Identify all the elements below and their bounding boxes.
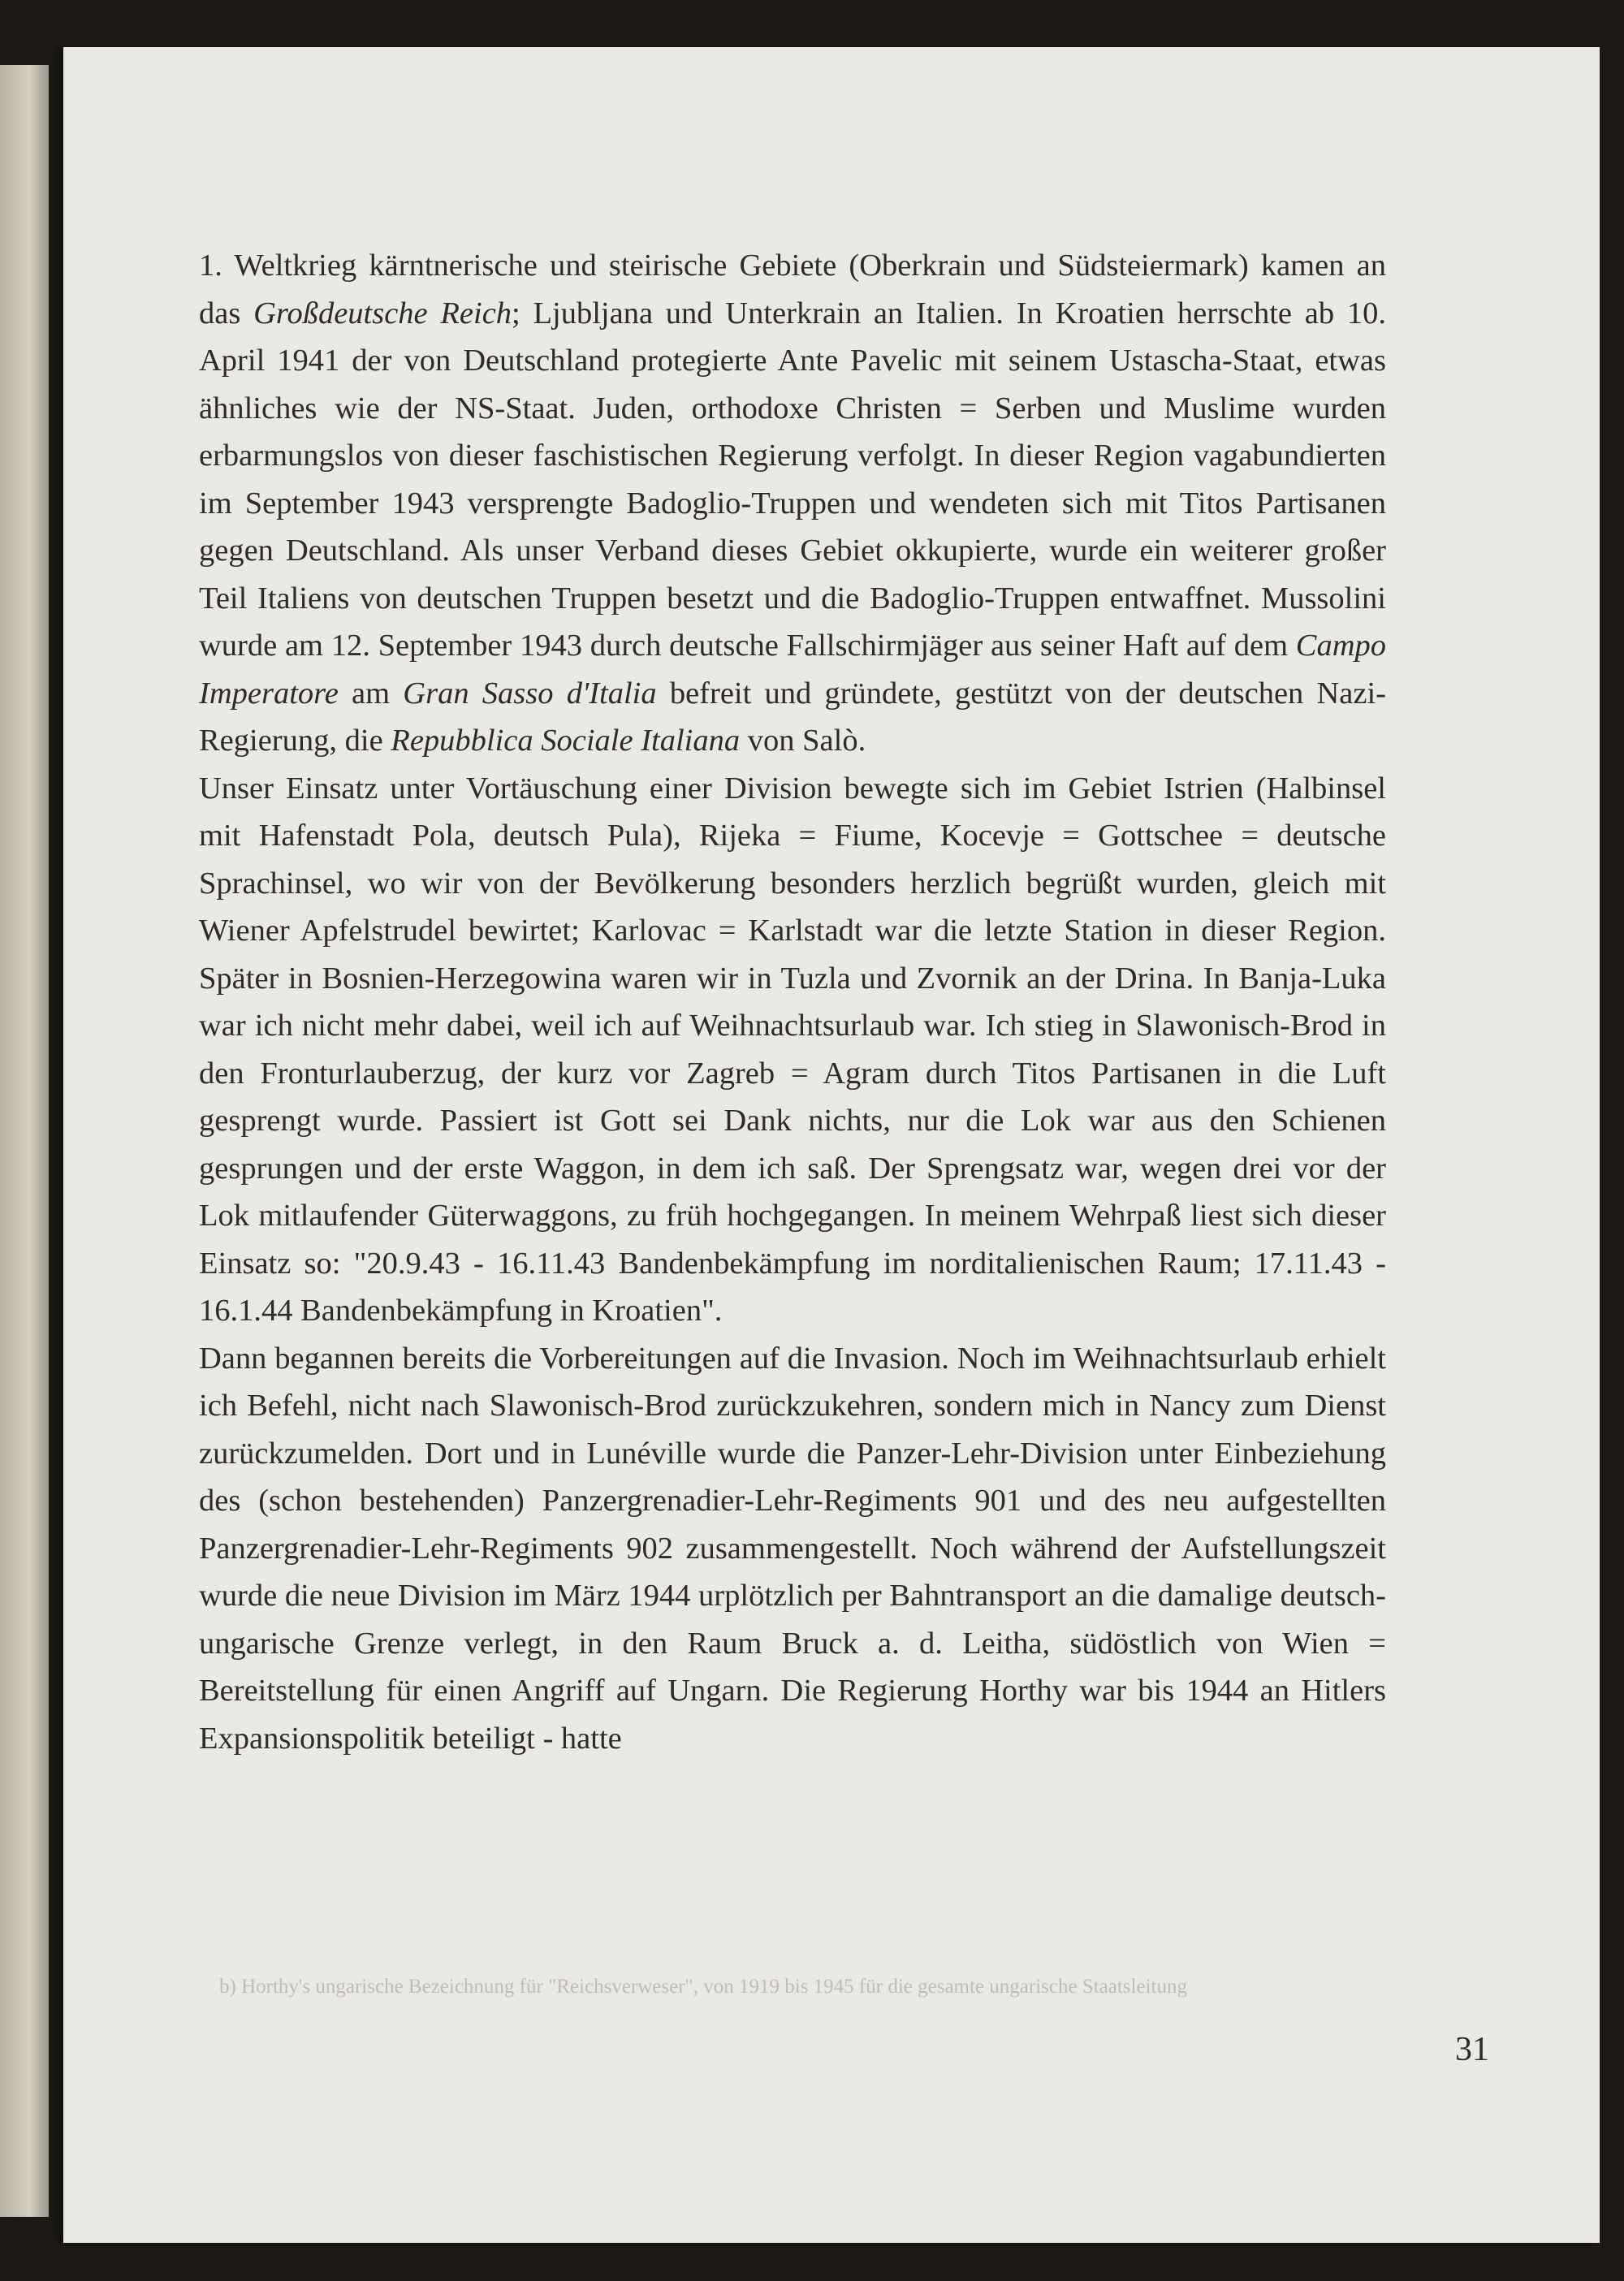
paragraph	[199, 1335, 1386, 1763]
bleed-through-footnote: b) Horthy's ungarische Bezeichnung für "Reichsverweser", von 1919 bis 1945 für die gesamte ungarische Staatsleitung	[219, 1976, 1187, 1998]
text-run: 1. Weltkrieg kärntnerische und steirische Gebiete (Oberkrain und Südsteiermark) kamen an das	[199, 248, 1386, 330]
text-run: befreit und gründete, gestützt von der deutschen Nazi-Regierung, die	[199, 676, 1386, 758]
italic-term: Campo Imperatore	[199, 629, 1386, 711]
italic-term: Gran Sasso d'Italia	[403, 676, 657, 711]
paragraph	[199, 242, 1386, 765]
italic-term: Repubblica Sociale Italiana	[391, 724, 741, 758]
page-number: 31	[1455, 2031, 1489, 2068]
italic-term: Großdeutsche Reich	[253, 296, 512, 330]
text-run: am	[338, 676, 404, 711]
text-run: Dann begannen bereits die Vorbereitungen auf die Invasion. Noch im Weihnachtsurlaub erhielt ich Befehl, nicht nach Slawonisch-Brod zurückzukehren, sondern mich in Nancy zum Dienst zurückzumelden. Dort und in Lunéville wurde die Panzer-Lehr-Division unter Einbeziehung des (schon bestehenden) Panzergrenadier-Lehr-Regiments 901 und des neu aufgestellten Panzergrenadier-Lehr-Regiments 902 zusammengestellt. Noch während der Aufstellungszeit wurde die neue Division im März 1944 urplötzlich per Bahntransport an die damalige deutsch-ungarische Grenze verlegt, in den Raum Bruck a. d. Leitha, südöstlich von Wien = Bereitstellung für einen Angriff auf Ungarn. Die Regierung Horthy war bis 1944 an Hitlers Expansionspolitik beteiligt - hatte	[199, 1341, 1386, 1756]
page-body-text	[199, 242, 1386, 1762]
paragraph	[199, 765, 1386, 1335]
text-run: ; Ljubljana und Unterkrain an Italien. In Kroatien herrschte ab 10. April 1941 der von Deutschland protegierte Ante Pavelic mit seinem Ustascha-Staat, etwas ähnliches wie der NS-Staat. Juden, orthodoxe Christen = Serben und Muslime wurden erbarmungslos von dieser faschistischen Regierung verfolgt. In dieser Region vagabundierten im September 1943 versprengte Badoglio-Truppen und wendeten sich mit Titos Partisanen gegen Deutschland. Als unser Verband dieses Gebiet okkupierte, wurde ein weiterer großer Teil Italiens von deutschen Truppen besetzt und die Badoglio-Truppen entwaffnet. Mussolini wurde am 12. September 1943 durch deutsche Fallschirmjäger aus seiner Haft auf dem	[199, 296, 1386, 663]
text-run: von Salò.	[740, 724, 866, 758]
text-run: Unser Einsatz unter Vortäuschung einer Division bewegte sich im Gebiet Istrien (Halbinsel mit Hafenstadt Pola, deutsch Pula), Rijeka = Fiume, Kocevje = Gottschee = deutsche Sprachinsel, wo wir von der Bevölkerung besonders herzlich begrüßt wurden, gleich mit Wiener Apfelstrudel bewirtet; Karlovac = Karlstadt war die letzte Station in dieser Region. Später in Bosnien-Herzegowina waren wir in Tuzla und Zvornik an der Drina. In Banja-Luka war ich nicht mehr dabei, weil ich auf Weihnachtsurlaub war. Ich stieg in Slawonisch-Brod in den Fronturlauberzug, der kurz vor Zagreb = Agram durch Titos Partisanen in die Luft gesprengt wurde. Passiert ist Gott sei Dank nichts, nur die Lok war aus den Schienen gesprungen und der erste Waggon, in dem ich saß. Der Sprengsatz war, wegen drei vor der Lok mitlaufender Güterwaggons, zu früh hochgegangen. In meinem Wehrpaß liest sich dieser Einsatz so: "20.9.43 - 16.11.43 Bandenbekämpfung im norditalienischen Raum; 17.11.43 - 16.1.44 Bandenbekämpfung in Kroatien".	[199, 771, 1386, 1328]
left-page-edge	[0, 65, 49, 2217]
